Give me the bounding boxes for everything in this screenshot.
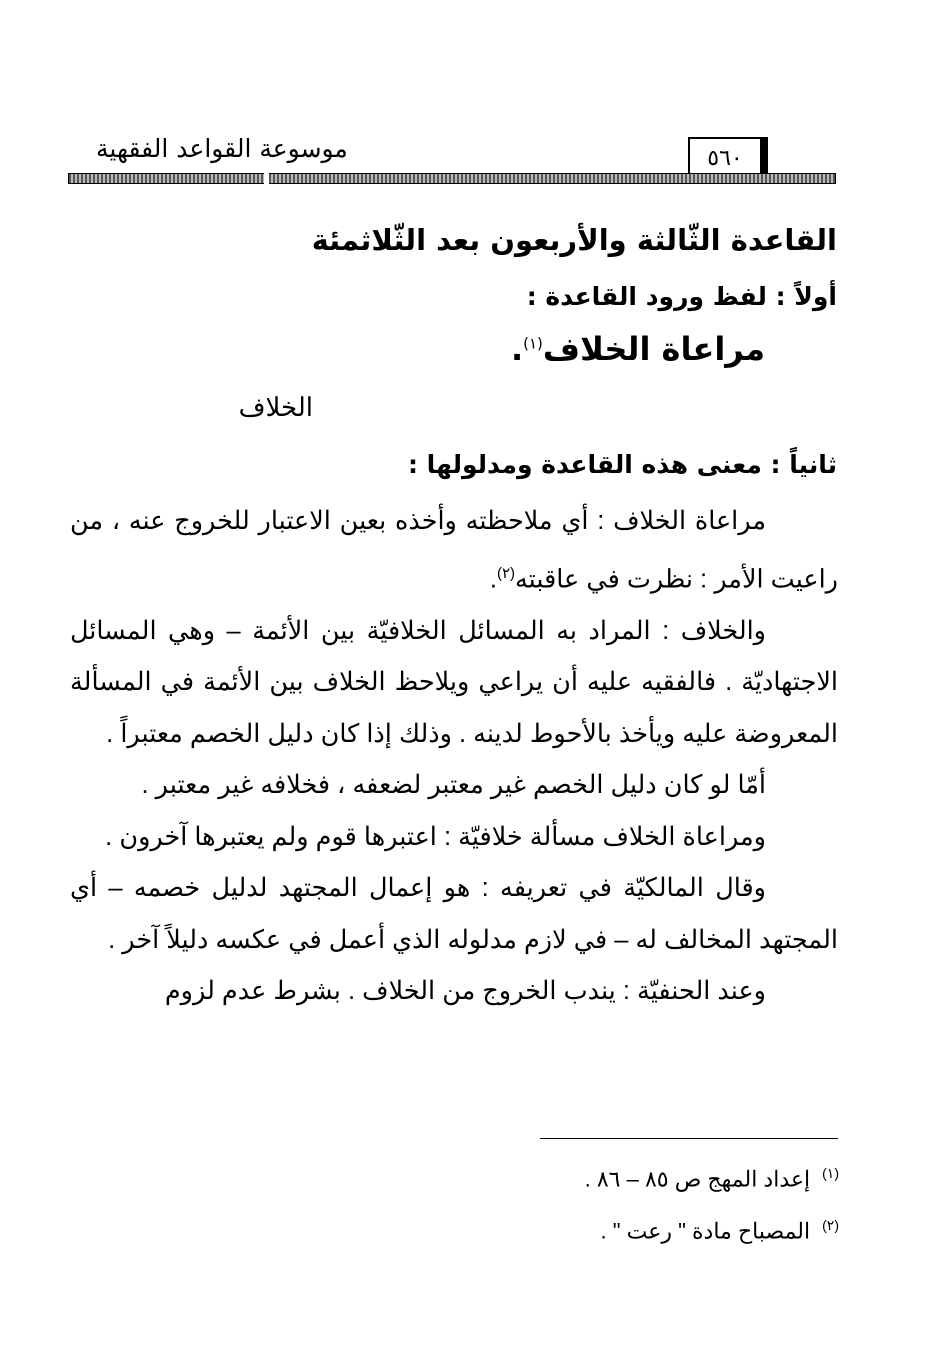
footnote-1 [339,1150,839,1202]
footnote-2-text: المصباح مادة " رعت " . [600,1218,811,1244]
paragraph-1 [70,496,838,606]
paragraph-4: ومراعاة الخلاف مسألة خلافيّة : اعتبرها قوم ولم يعتبرها آخرون . [105,822,766,851]
rule-text-main: مراعاة الخلاف [542,330,765,368]
running-title: موسوعة القواعد الفقهية [96,134,348,163]
footnote-ref-1[interactable]: (١) [523,334,543,353]
paragraph-6: وعند الحنفيّة : يندب الخروج من الخلاف . بشرط عدم لزوم [164,977,766,1005]
body-text [70,496,838,1018]
paragraph-2: والخلاف : المراد به المسائل الخلافيّة بين الأئمة – وهي المسائل الاجتهاديّة . فالفقيه عليه أن يراعي ويلاحظ الخلاف بين الأئمة في المسألة المعروضة عليه ويأخذ بالأحوط لدينه . وذلك إذا كان دليل الخصم معتبراً . [70,616,838,748]
footnote-ref-2[interactable]: (٢) [496,564,516,582]
rule-text-end: . [510,330,524,368]
rule-text [511,330,765,368]
footnote-1-text: إعداد المهج ص ٨٥ – ٨٦ . [584,1166,811,1192]
footnotes [339,1150,839,1255]
paragraph-1-end: . [489,565,497,593]
section-1-heading: أولاً : لفظ ورود القاعدة : [526,282,837,311]
rule-title: القاعدة الثّالثة والأربعون بعد الثّلاثمئة [311,223,837,257]
footnote-1-number: (١) [822,1165,839,1181]
header-bar-mark [264,173,269,184]
footnote-2-number: (٢) [822,1217,839,1234]
section-2-heading: ثانياً : معنى هذه القاعدة ومدلولها : [407,450,837,479]
term-label: الخلاف [238,393,313,423]
page-number: ٥٦٠ [707,146,743,171]
paragraph-3: أمّا لو كان دليل الخصم غير معتبر لضعفه ، فخلافه غير معتبر . [141,771,766,799]
footnote-2 [339,1202,839,1254]
paragraph-5: وقال المالكيّة في تعريفه : هو إعمال المجتهد لدليل خصمه – أي المجتهد المخالف له – في لازم مدلوله الذي أعمل في عكسه دليلاً آخر . [70,874,838,954]
footnote-divider [540,1138,838,1139]
header-ornament-bar [68,173,836,184]
paragraph-1-text: مراعاة الخلاف : أي ملاحظته وأخذه بعين الاعتبار للخروج عنه ، من راعيت الأمر : نظرت في عاقبته [70,507,838,593]
